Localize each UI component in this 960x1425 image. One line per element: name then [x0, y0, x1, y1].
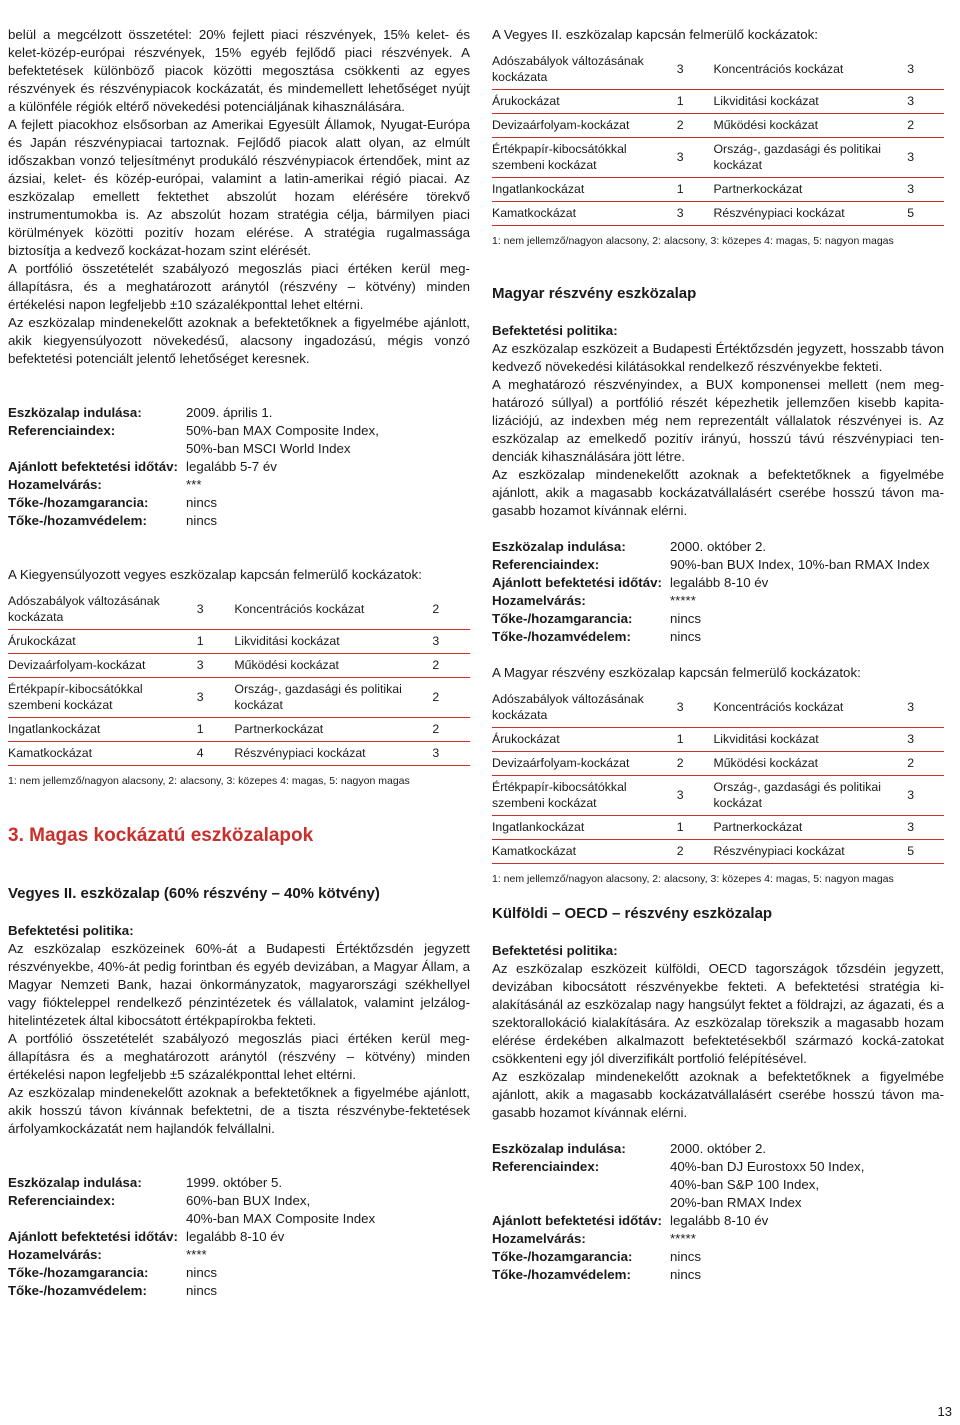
- info-value: 60%-ban BUX Index,: [186, 1193, 311, 1208]
- risk-score: 3: [903, 138, 944, 178]
- fund3-text: [492, 340, 944, 520]
- fund1-info: [8, 404, 470, 530]
- risk-score: 4: [193, 742, 235, 766]
- risk-score: 5: [903, 840, 944, 864]
- risk2-note: 1: nem jellemző/nagyon alacsony, 2: alacsony, 3: közepes 4: magas, 5: nagyon magas: [492, 235, 894, 247]
- paragraph: A portfólió összetételét szabályozó megoszlás piaci értéken kerül meg-állapításra és a meghatározott aránytól (részvény – kötvény) minden értékelési napon legfeljebb ±5 százalékponttal lehet eltérni.: [8, 1031, 470, 1082]
- risk-score: 3: [903, 90, 944, 114]
- risk-row: [492, 776, 944, 816]
- paragraph: Az eszközalap mindenekelőtt azoknak a befektetőknek a figyelmébe ajánlott, akik hosszú távon kívánnak befektetni, de a tiszta részvénybe-fektetések árfolyamkockázatát nem hajlandók felvállalni.: [8, 1085, 470, 1136]
- risk-row: [492, 90, 944, 114]
- info-value: nincs: [186, 1265, 218, 1280]
- risk-label: Ingatlankockázat: [8, 718, 193, 742]
- risk-row: [492, 178, 944, 202]
- paragraph: Az eszközalap eszközeinek 60%-át a Budapesti Értéktőzsdén jegyzett részvényekbe, 40%-át pedig forintban és egyéb devizában, a Magyar Állam, a Magyar Nemzeti Bank, hazai önkormányzatok, magyarországi székhellyel vagy fiókteleppel rendelkező pénzintézetek és vállalatok, valamint jelzálog-hitelintézetek által kibocsátott értékpapírokba fekteti.: [8, 941, 470, 1028]
- risk-score: 1: [673, 178, 714, 202]
- risk-score: 2: [903, 752, 944, 776]
- section-heading: 3. Magas kockázatú eszközalapok: [8, 825, 314, 846]
- risk-label: Ország-, gazdasági és politikai kockázat: [713, 776, 903, 816]
- risk-score: 1: [673, 90, 714, 114]
- risk-score: 3: [903, 816, 944, 840]
- risk-row: [492, 688, 944, 728]
- risk-score: 3: [673, 202, 714, 226]
- risk-row: [492, 840, 944, 864]
- risk-label: Partnerkockázat: [713, 178, 903, 202]
- risk-row: [8, 718, 470, 742]
- risk-row: [8, 742, 470, 766]
- risk-label: Részvénypiaci kockázat: [713, 202, 903, 226]
- paragraph: Az eszközalap eszközeit külföldi, OECD tagországok tőzsdéin jegyzett, devizában kibocsátott részvényekbe fekteti. A befektetési stratégia ki-alakításánál az eszközalap nagy hangsúlyt fektet a földrajzi, az ágazati, és a szektorallokáció kialakítására. Az eszközalap törekszik a magasabb hozam elérése érdekében alkalmazott befektetésekből származó kocká-zatokat csökkenteni egy jól diverzifikált portfolió felépítésével.: [492, 961, 944, 1066]
- risk1-note: 1: nem jellemző/nagyon alacsony, 2: alacsony, 3: közepes 4: magas, 5: nagyon magas: [8, 775, 410, 787]
- fund3-title: Magyar részvény eszközalap: [492, 285, 697, 302]
- info-label: Referenciaindex:: [8, 423, 116, 438]
- info-value: legalább 8-10 év: [670, 1213, 769, 1228]
- info-label: Referenciaindex:: [8, 1193, 116, 1208]
- right-column: [492, 26, 944, 1284]
- page-number: 13: [937, 1404, 952, 1419]
- risk-label: Ingatlankockázat: [492, 178, 673, 202]
- info-value: 40%-ban DJ Eurostoxx 50 Index,: [670, 1159, 865, 1174]
- risk-row: [492, 50, 944, 90]
- risk-label: Működési kockázat: [234, 654, 428, 678]
- fund2-policy-label: Befektetési politika:: [8, 923, 134, 938]
- info-label: Hozamelvárás:: [492, 1231, 586, 1246]
- risk-label: Részvénypiaci kockázat: [234, 742, 428, 766]
- risk-score: 3: [428, 742, 470, 766]
- info-value: 1999. október 5.: [186, 1175, 283, 1190]
- risk-label: Koncentrációs kockázat: [713, 688, 903, 728]
- intro-text: [8, 26, 470, 368]
- info-label: [492, 1176, 670, 1194]
- info-value: nincs: [670, 629, 702, 644]
- risk2-title: A Vegyes II. eszközalap kapcsán felmerülő kockázatok:: [492, 27, 818, 42]
- info-label: [492, 1194, 670, 1212]
- risk-row: [492, 138, 944, 178]
- info-label: Tőke-/hozamvédelem:: [492, 1267, 631, 1282]
- left-column: [8, 26, 470, 1300]
- info-label: Tőke-/hozamgarancia:: [492, 1249, 633, 1264]
- info-label: Tőke-/hozamgarancia:: [492, 611, 633, 626]
- risk-label: Adószabályok változásának kockázata: [492, 688, 673, 728]
- info-label: Hozamelvárás:: [8, 477, 102, 492]
- risk-label: Koncentrációs kockázat: [713, 50, 903, 90]
- risk-score: 1: [673, 728, 714, 752]
- info-value: 20%-ban RMAX Index: [670, 1195, 802, 1210]
- risk-label: Kamatkockázat: [492, 840, 673, 864]
- info-label: Referenciaindex:: [492, 557, 600, 572]
- info-value: nincs: [670, 1249, 702, 1264]
- risk-score: 2: [428, 654, 470, 678]
- risk-label: Árukockázat: [492, 728, 673, 752]
- info-value: 2000. október 2.: [670, 1141, 767, 1156]
- info-label: Eszközalap indulása:: [492, 539, 626, 554]
- info-label: Hozamelvárás:: [492, 593, 586, 608]
- risk-score: 2: [673, 114, 714, 138]
- paragraph: Az eszközalap mindenekelőtt azoknak a befektetőknek a figyelmébe ajánlott, akik kiegyensúlyozott növekedésű, alacsony ingadozású, mégis vonzó befektetési potenciált jelentő lehetőséget keresnek.: [8, 315, 470, 366]
- risk3-table: [492, 688, 944, 864]
- risk3-title: A Magyar részvény eszközalap kapcsán felmerülő kockázatok:: [492, 665, 861, 680]
- info-label: Tőke-/hozamgarancia:: [8, 495, 149, 510]
- risk-score: 3: [673, 50, 714, 90]
- paragraph: Az eszközalap mindenekelőtt azoknak a befektetőknek a figyelmébe ajánlott, akik a magasabb kockázatvállalásért cserébe hosszú távon ma-gasabb hozamot kívánnak elérni.: [492, 1069, 944, 1120]
- info-value: *****: [670, 593, 696, 608]
- risk-label: Működési kockázat: [713, 752, 903, 776]
- fund2-title: Vegyes II. eszközalap (60% részvény – 40% kötvény): [8, 885, 380, 902]
- fund4-info: [492, 1140, 944, 1284]
- paragraph: belül a megcélzott összetétel: 20% fejlett piaci részvények, 15% kelet- és kelet-közép-európai részvények, 15% egyéb fejlődő piaci részvények. A befektetések különböző piacok közötti megosztása csökkenti az egyes részvények és részvénypiacok kockázatát, és mindemellett lehetőséget nyújt a különféle régiók eltérő növekedési potenciáljának kihasználására.: [8, 27, 470, 114]
- risk-score: 2: [428, 590, 470, 630]
- risk-row: [492, 752, 944, 776]
- risk-label: Devizaárfolyam-kockázat: [492, 114, 673, 138]
- risk-row: [8, 678, 470, 718]
- risk-score: 3: [903, 688, 944, 728]
- risk-label: Értékpapír-kibocsátókkal szembeni kockázat: [492, 776, 673, 816]
- risk-label: Ország-, gazdasági és politikai kockázat: [234, 678, 428, 718]
- paragraph: Az eszközalap mindenekelőtt azoknak a befektetőknek a figyelmébe ajánlott, akik a magasabb kockázatvállalásért cserébe hosszú távon ma-gasabb hozamot kívánnak elérni.: [492, 467, 944, 518]
- risk-label: Kamatkockázat: [8, 742, 193, 766]
- risk-score: 3: [193, 590, 235, 630]
- risk-row: [8, 630, 470, 654]
- info-value: nincs: [186, 1283, 218, 1298]
- fund4-policy-label: Befektetési politika:: [492, 943, 618, 958]
- risk-label: Működési kockázat: [713, 114, 903, 138]
- risk-label: Ingatlankockázat: [492, 816, 673, 840]
- risk-row: [492, 816, 944, 840]
- risk-label: Devizaárfolyam-kockázat: [8, 654, 193, 678]
- risk-row: [492, 728, 944, 752]
- info-label: Eszközalap indulása:: [8, 405, 142, 420]
- risk-label: Kamatkockázat: [492, 202, 673, 226]
- risk-row: [492, 202, 944, 226]
- risk-label: Értékpapír-kibocsátókkal szembeni kockázat: [8, 678, 193, 718]
- info-value: 2000. október 2.: [670, 539, 767, 554]
- risk-score: 2: [428, 678, 470, 718]
- paragraph: Az eszközalap eszközeit a Budapesti Értéktőzsdén jegyzett, hosszabb távon kedvező növekedési kilátásokkal rendelkező részvényekbe fekteti.: [492, 341, 944, 374]
- fund3-policy-label: Befektetési politika:: [492, 323, 618, 338]
- info-label: Eszközalap indulása:: [8, 1175, 142, 1190]
- info-value: ***: [186, 477, 202, 492]
- info-label: [8, 1210, 186, 1228]
- risk-label: Koncentrációs kockázat: [234, 590, 428, 630]
- info-value: 40%-ban S&P 100 Index,: [670, 1177, 820, 1192]
- risk-label: Adószabályok változásának kockázata: [8, 590, 193, 630]
- info-label: Tőke-/hozamgarancia:: [8, 1265, 149, 1280]
- info-value: *****: [670, 1231, 696, 1246]
- risk-label: Árukockázat: [492, 90, 673, 114]
- paragraph: A fejlett piacokhoz elsősorban az Amerikai Egyesült Államok, Nyugat-Európa és Japán részvénypiacai tartoznak. Fejlődő piacok alatt olyan, az elmúlt időszakban vonzó teljesítményt produkáló részvénypiacok értendőek, mint az ázsiai, kelet- és közép-európai, valamint a latin-amerikai régió piacai. Az eszközalap emellett fektethet abszolút hozam elérésére törekvő instrumentumokba is. Az abszolút hozam stratégia célja, bármilyen piaci körülmények közötti pozitív hozam elérése. A stratégia rugalmassága biztosítja a kedvező kockázat-hozam szint elérését.: [8, 117, 470, 258]
- fund4-title: Külföldi – OECD – részvény eszközalap: [492, 905, 773, 922]
- risk-label: Likviditási kockázat: [234, 630, 428, 654]
- risk-label: Árukockázat: [8, 630, 193, 654]
- risk-label: Devizaárfolyam-kockázat: [492, 752, 673, 776]
- risk-score: 3: [193, 654, 235, 678]
- risk-score: 2: [673, 752, 714, 776]
- paragraph: A portfólió összetételét szabályozó megoszlás piaci értéken kerül meg-állapításra, és a meghatározott aránytól (részvény – kötvény) minden értékelési napon legfeljebb ±10 százalékponttal lehet eltérni.: [8, 261, 470, 312]
- risk-score: 3: [673, 688, 714, 728]
- risk1-table: [8, 590, 470, 766]
- info-label: Referenciaindex:: [492, 1159, 600, 1174]
- risk2-table: [492, 50, 944, 226]
- info-value: 90%-ban BUX Index, 10%-ban RMAX Index: [670, 557, 930, 572]
- info-value: legalább 8-10 év: [670, 575, 769, 590]
- fund2-info: [8, 1174, 470, 1300]
- risk-score: 3: [903, 728, 944, 752]
- info-label: Eszközalap indulása:: [492, 1141, 626, 1156]
- info-label: Tőke-/hozamvédelem:: [492, 629, 631, 644]
- info-value: 50%-ban MAX Composite Index,: [186, 423, 379, 438]
- fund2-text: [8, 940, 470, 1138]
- risk-row: [492, 114, 944, 138]
- risk-score: 1: [193, 718, 235, 742]
- risk-score: 1: [193, 630, 235, 654]
- risk-label: Likviditási kockázat: [713, 728, 903, 752]
- info-label: Tőke-/hozamvédelem:: [8, 1283, 147, 1298]
- risk-row: [8, 654, 470, 678]
- risk3-note: 1: nem jellemző/nagyon alacsony, 2: alacsony, 3: közepes 4: magas, 5: nagyon magas: [492, 873, 894, 885]
- risk-score: 3: [903, 50, 944, 90]
- info-label: [8, 440, 186, 458]
- fund3-info: [492, 538, 944, 646]
- risk-label: Partnerkockázat: [234, 718, 428, 742]
- info-value: nincs: [186, 495, 218, 510]
- risk-score: 3: [673, 138, 714, 178]
- risk-score: 3: [193, 678, 235, 718]
- risk-score: 3: [673, 776, 714, 816]
- info-label: Ajánlott befektetési időtáv:: [8, 459, 178, 474]
- risk-score: 5: [903, 202, 944, 226]
- info-value: nincs: [670, 1267, 702, 1282]
- info-value: nincs: [186, 513, 218, 528]
- risk-score: 2: [903, 114, 944, 138]
- info-value: legalább 5-7 év: [186, 459, 277, 474]
- risk-label: Partnerkockázat: [713, 816, 903, 840]
- info-value: ****: [186, 1247, 207, 1262]
- risk-score: 2: [673, 840, 714, 864]
- info-value: 2009. április 1.: [186, 405, 273, 420]
- risk-score: 3: [903, 776, 944, 816]
- risk-label: Részvénypiaci kockázat: [713, 840, 903, 864]
- info-label: Ajánlott befektetési időtáv:: [492, 575, 662, 590]
- fund4-text: [492, 960, 944, 1122]
- risk-label: Ország-, gazdasági és politikai kockázat: [713, 138, 903, 178]
- risk-score: 2: [428, 718, 470, 742]
- risk1-title: A Kiegyensúlyozott vegyes eszközalap kapcsán felmerülő kockázatok:: [8, 567, 422, 582]
- info-value: legalább 8-10 év: [186, 1229, 285, 1244]
- info-label: Hozamelvárás:: [8, 1247, 102, 1262]
- info-label: Ajánlott befektetési időtáv:: [8, 1229, 178, 1244]
- risk-label: Likviditási kockázat: [713, 90, 903, 114]
- info-value: 40%-ban MAX Composite Index: [186, 1211, 376, 1226]
- info-label: Ajánlott befektetési időtáv:: [492, 1213, 662, 1228]
- risk-label: Adószabályok változásának kockázata: [492, 50, 673, 90]
- risk-label: Értékpapír-kibocsátókkal szembeni kockázat: [492, 138, 673, 178]
- risk-score: 3: [903, 178, 944, 202]
- info-label: Tőke-/hozamvédelem:: [8, 513, 147, 528]
- risk-row: [8, 590, 470, 630]
- risk-score: 1: [673, 816, 714, 840]
- paragraph: A meghatározó részvényindex, a BUX komponensei mellett (nem meg-határozó súllyal) a portfólió részét képezhetik jellemzően kisebb kapita-lizációjú, az indexben még nem reprezentált vállalatok részvényei is. Az eszközalap az emelkedő pozitív irányú, hosszú távú részvénypiaci ten-denciák kihasználására jött létre.: [492, 377, 944, 464]
- info-value: 50%-ban MSCI World Index: [186, 441, 351, 456]
- info-value: nincs: [670, 611, 702, 626]
- risk-score: 3: [428, 630, 470, 654]
